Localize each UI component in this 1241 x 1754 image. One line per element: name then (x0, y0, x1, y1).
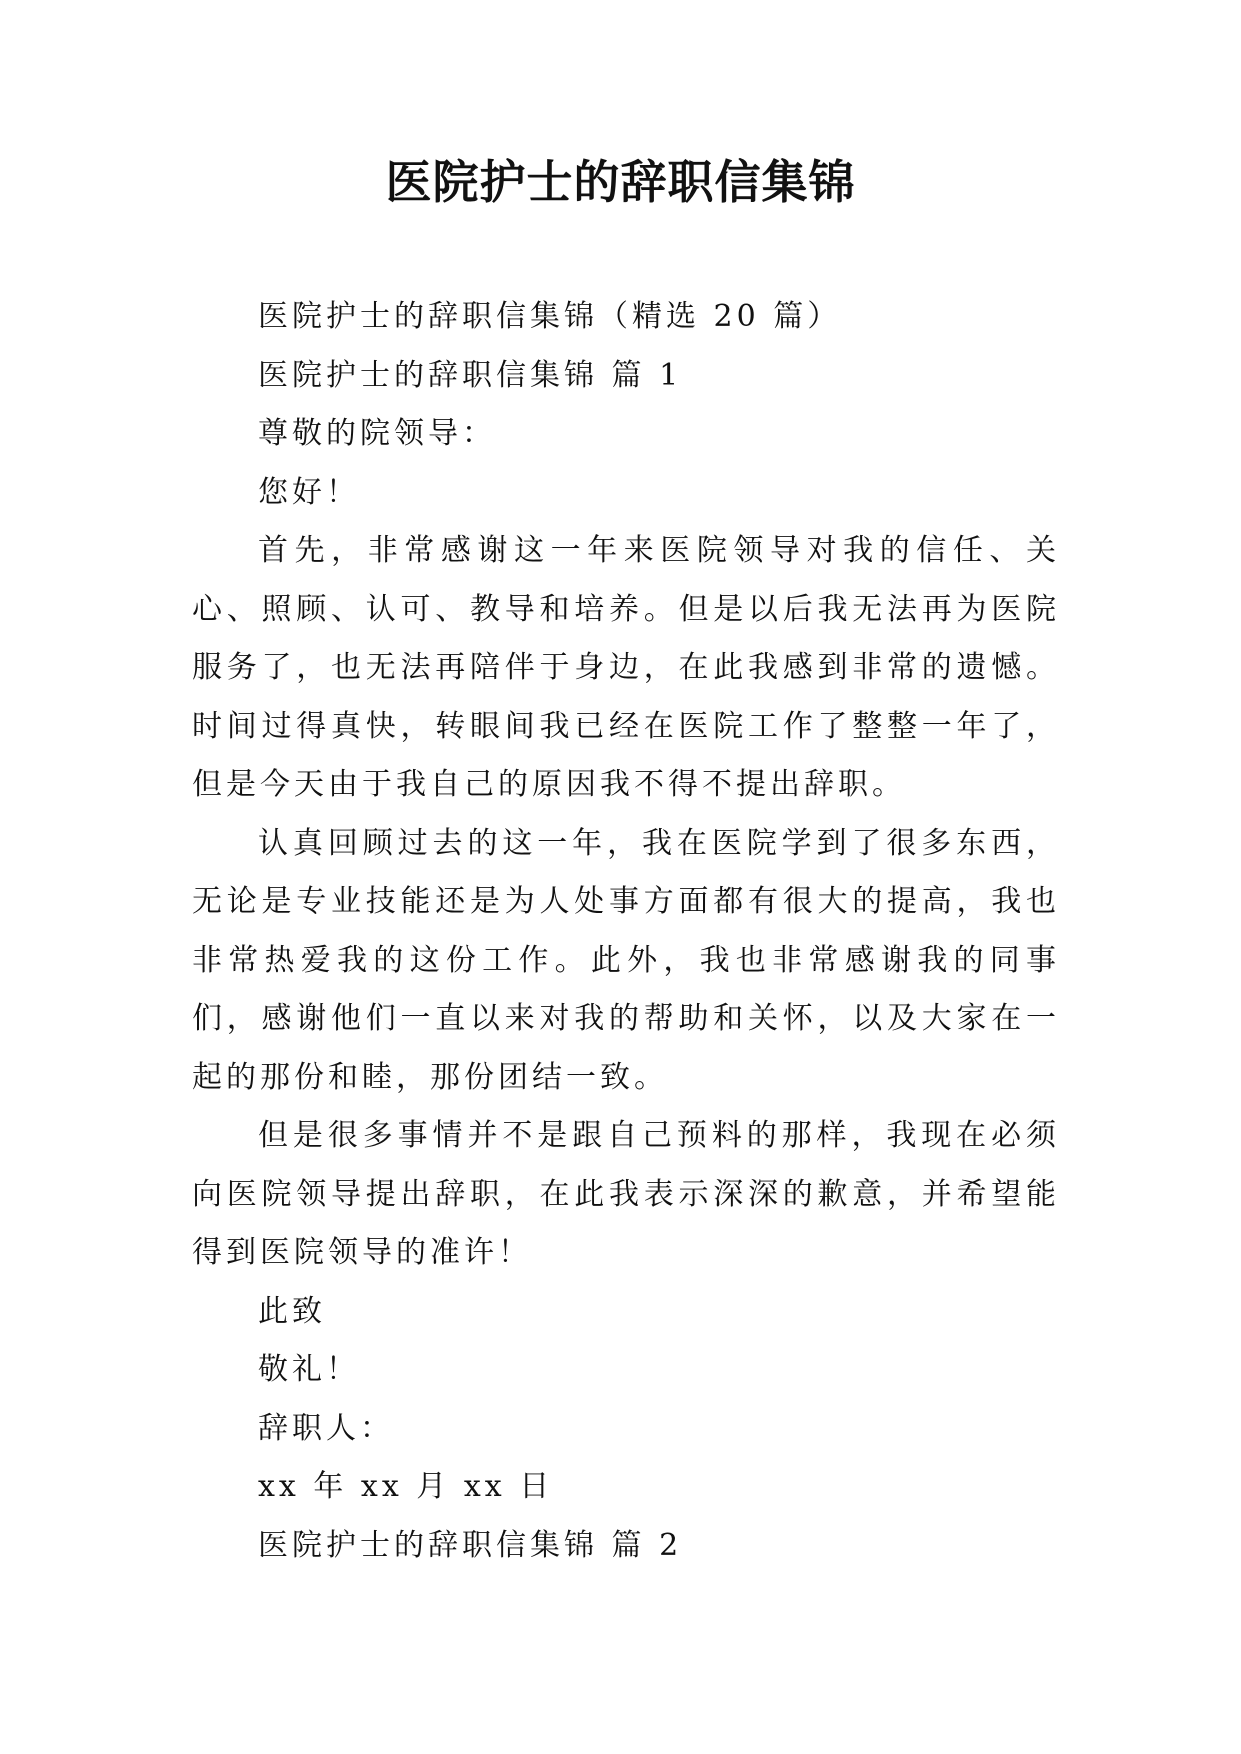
body-paragraph: 认真回顾过去的这一年，我在医院学到了很多东西，无论是专业技能还是为人处事方面都有很大的提高，我也非常热爱我的这份工作。此外，我也非常感谢我的同事们，感谢他们一直以来对我的帮助和关怀，以及大家在一起的那份和睦，那份团结一致。 (192, 825, 1060, 1095)
body-paragraph: 但是很多事情并不是跟自己预料的那样，我现在必须向医院领导提出辞职，在此我表示深深的歉意，并希望能得到医院领导的准许！ (192, 1118, 1060, 1270)
greeting: 您好！ (258, 474, 360, 510)
document-body (192, 288, 1060, 1575)
document-title: 医院护士的辞职信集锦 (385, 155, 856, 209)
closing-regards: 敬礼！ (258, 1352, 360, 1387)
closing-line: 此致 (258, 1293, 326, 1329)
section-heading: 医院护士的辞职信集锦 篇 2 (258, 1527, 683, 1563)
date-line: xx 年 xx 月 xx 日 (258, 1469, 554, 1504)
section-heading: 医院护士的辞职信集锦 篇 1 (258, 357, 683, 393)
subtitle-line: 医院护士的辞职信集锦（精选 20 篇） (258, 299, 842, 334)
signature-label: 辞职人： (258, 1410, 394, 1446)
salutation: 尊敬的院领导： (258, 416, 496, 451)
body-paragraph: 首先，非常感谢这一年来医院领导对我的信任、关心、照顾、认可、教导和培养。但是以后我无法再为医院服务了，也无法再陪伴于身边，在此我感到非常的遗憾。时间过得真快，转眼间我已经在医院工作了整整一年了，但是今天由于我自己的原因我不得不提出辞职。 (192, 533, 1060, 802)
